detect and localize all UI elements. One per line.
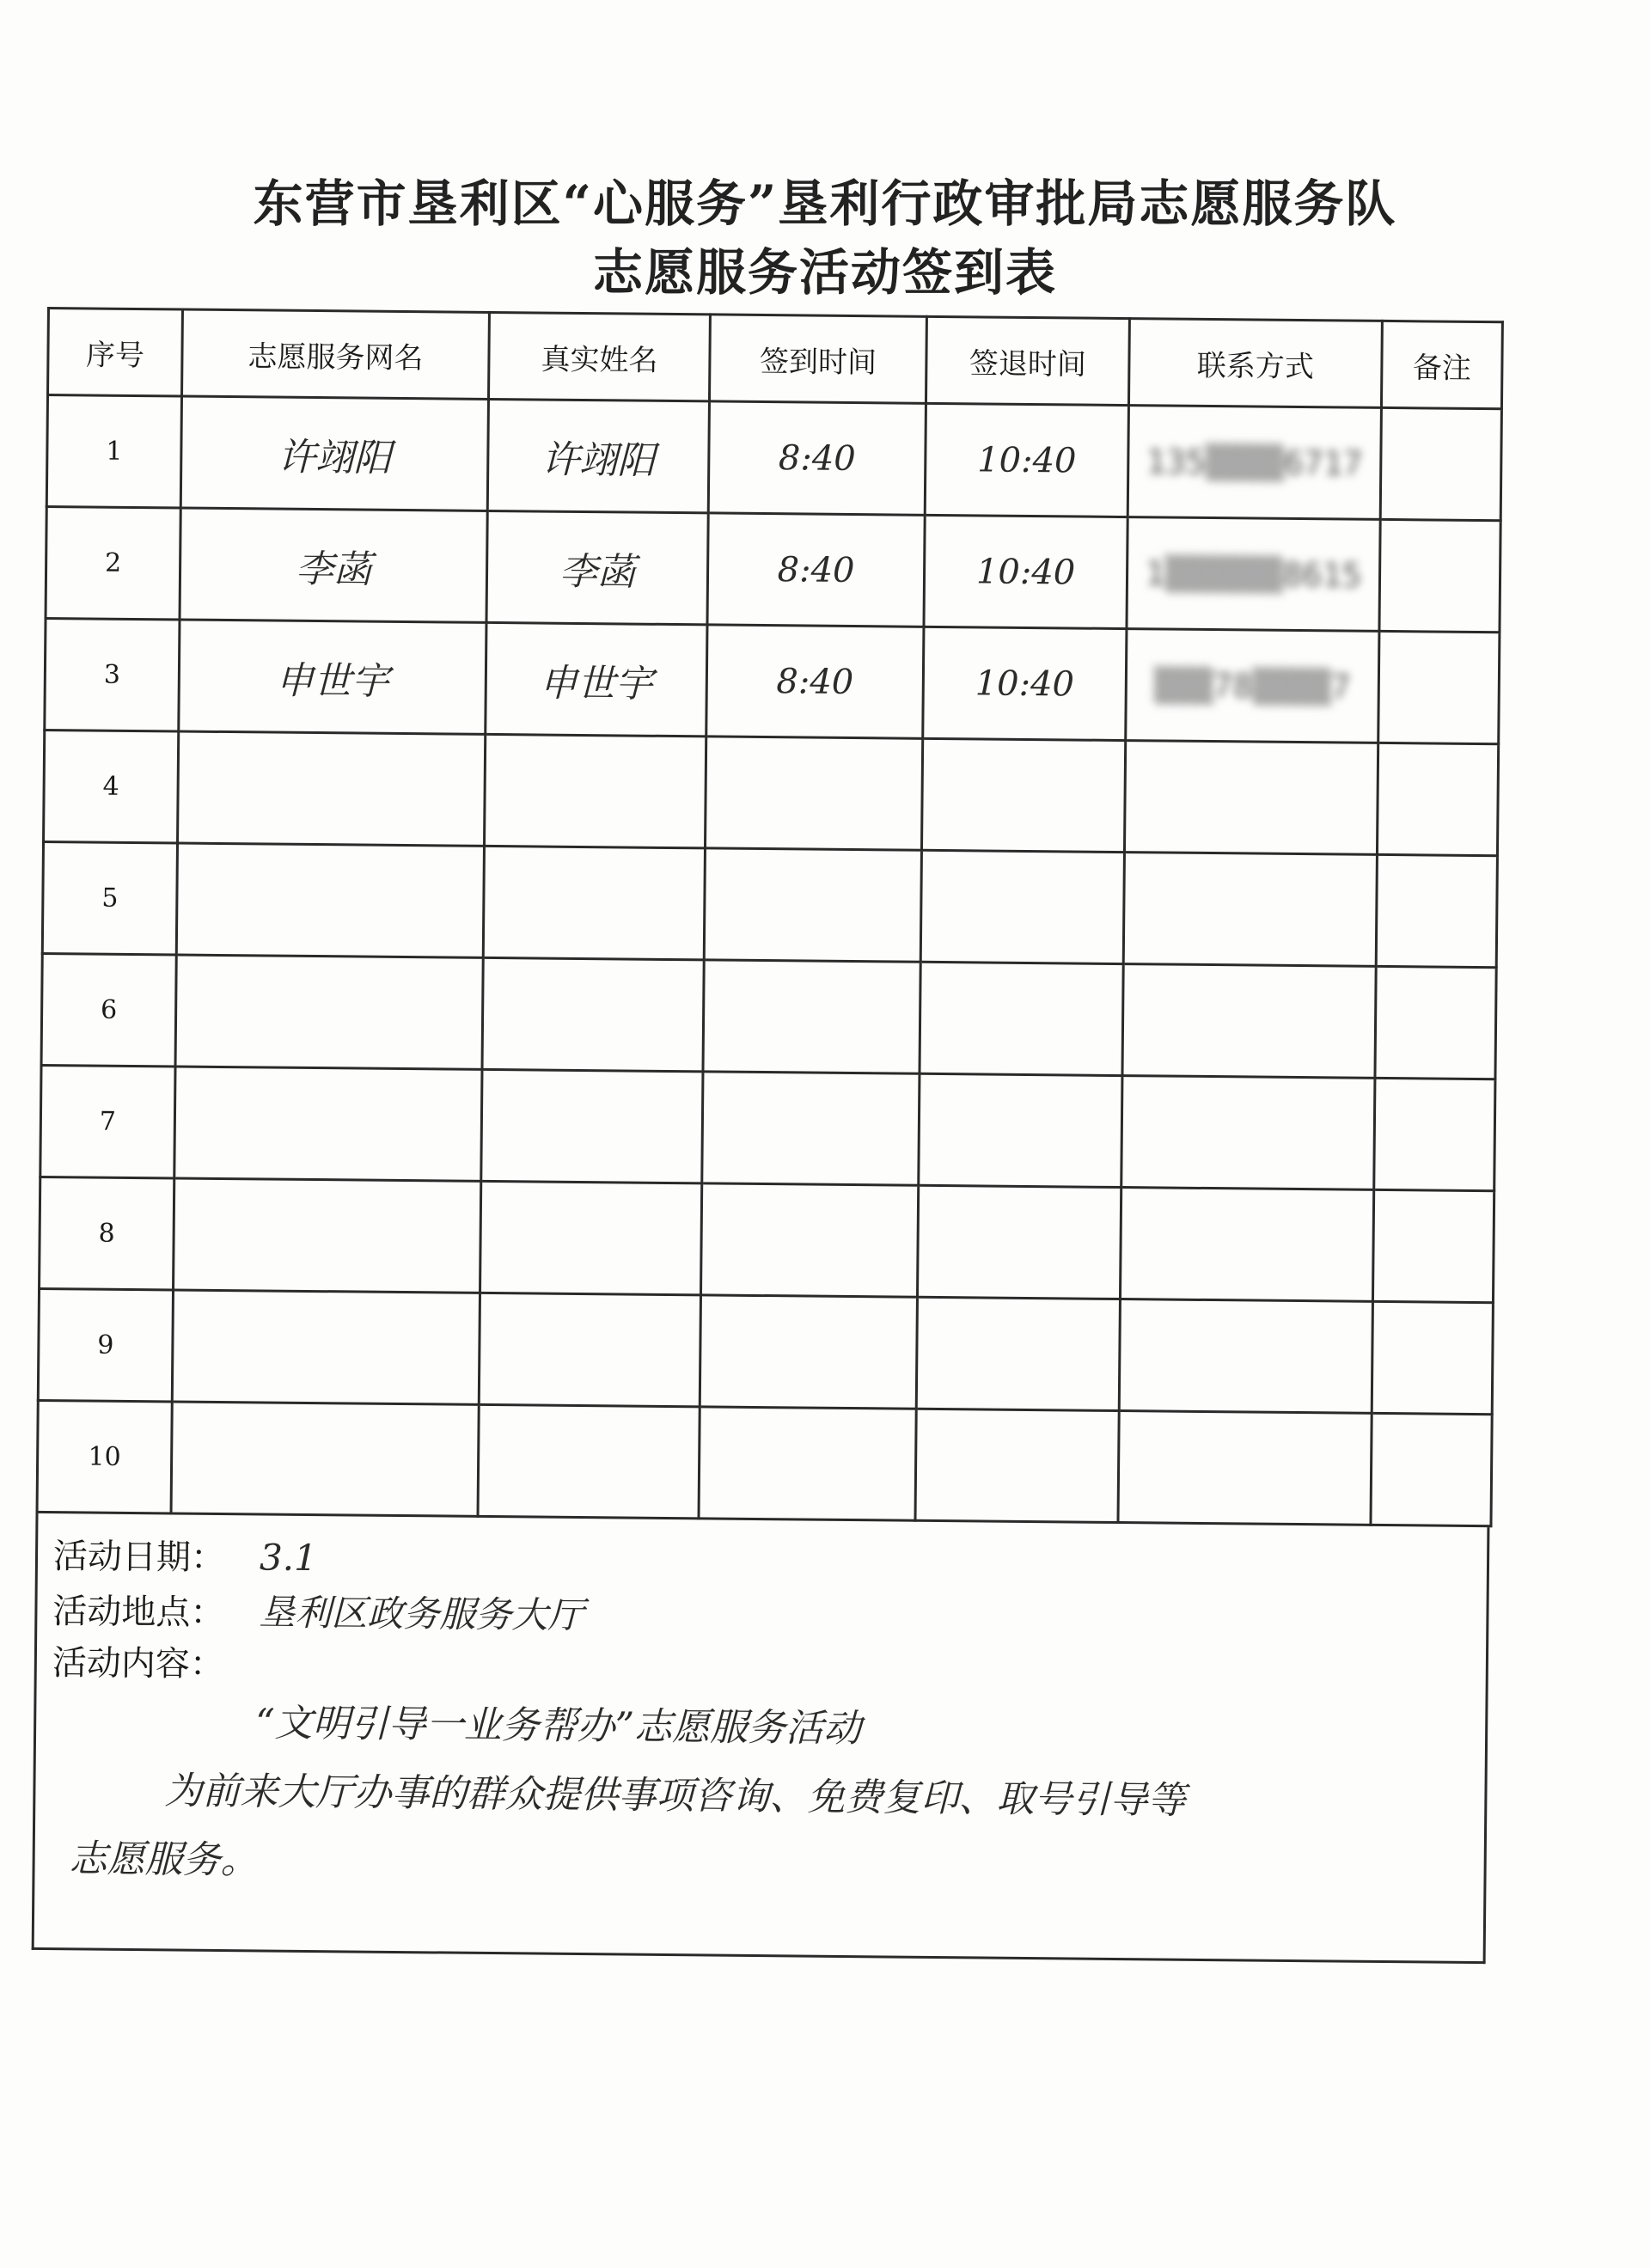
real-name-cell — [486, 622, 707, 736]
contact-cell — [1122, 964, 1376, 1079]
sign-in-cell — [699, 1407, 916, 1520]
header-contact: 联系方式 — [1128, 319, 1382, 408]
real-name-cell — [480, 1181, 702, 1294]
note-cell — [1377, 743, 1498, 855]
row-no: 3 — [45, 618, 180, 731]
note-cell — [1380, 407, 1501, 520]
activity-content-line: “文明引导一业务帮办”志愿服务活动 — [254, 1701, 862, 1751]
row-no: 8 — [40, 1177, 174, 1289]
real-name-cell — [482, 957, 704, 1071]
sign-out-cell — [925, 403, 1128, 517]
sign-in-cell — [708, 401, 926, 515]
sign-in-cell — [702, 1072, 920, 1185]
sign-in-time: 8:40 — [778, 437, 856, 479]
real-name: 李菡 — [559, 549, 636, 595]
contact-cell — [1127, 517, 1380, 632]
row-no: 6 — [41, 953, 176, 1066]
sign-in-time: 8:40 — [776, 661, 854, 702]
contact-redacted: ▒▒▒78▒▒▒▒7 — [1153, 665, 1351, 706]
sign-out-cell — [921, 738, 1125, 852]
net-name-cell — [174, 1067, 482, 1181]
contact-redacted: 135▒▒▒▒6717 — [1146, 442, 1363, 483]
contact-redacted: 1▒▒▒▒▒▒8615 — [1145, 553, 1362, 595]
net-name: 许翊阳 — [278, 435, 392, 480]
note-cell — [1376, 854, 1497, 967]
real-name-cell — [479, 1293, 700, 1406]
sign-in-cell — [704, 848, 921, 962]
row-no: 2 — [46, 507, 180, 620]
net-name-cell — [171, 1402, 479, 1516]
net-name-cell — [174, 1178, 481, 1293]
sign-in-cell — [700, 1183, 918, 1297]
document-title: 东营市垦利区“心服务”垦利行政审批局志愿服务队 — [253, 174, 1397, 233]
note-cell — [1374, 1078, 1495, 1190]
net-name: 李菡 — [295, 547, 372, 592]
note-cell — [1371, 1413, 1492, 1525]
activity-location-row — [52, 1582, 584, 1639]
activity-content-line: 志愿服务。 — [69, 1837, 259, 1883]
note-cell — [1375, 966, 1496, 1079]
sign-out-cell — [920, 962, 1123, 1075]
sign-out-time: 10:40 — [975, 663, 1075, 704]
contact-cell — [1119, 1299, 1372, 1414]
sign-out-time: 10:40 — [976, 439, 1077, 481]
signin-table — [36, 307, 1504, 1527]
contact-cell — [1126, 629, 1379, 743]
sign-in-time: 8:40 — [777, 549, 855, 590]
table-row — [44, 730, 1499, 855]
sign-out-cell — [916, 1297, 1120, 1410]
table-row — [41, 953, 1496, 1079]
sign-out-cell — [920, 850, 1124, 963]
real-name-cell — [483, 846, 705, 959]
real-name-cell — [486, 510, 708, 624]
sign-out-cell — [923, 627, 1127, 740]
real-name: 许翊阳 — [541, 437, 656, 483]
net-name-cell — [175, 955, 483, 1069]
table-row — [38, 1288, 1493, 1414]
activity-date-row — [53, 1529, 317, 1580]
sign-in-cell — [703, 960, 920, 1073]
contact-cell — [1118, 1411, 1372, 1525]
net-name-cell — [179, 620, 486, 734]
net-name-cell — [180, 508, 487, 622]
real-name: 申世宇 — [539, 661, 654, 706]
row-no: 9 — [38, 1288, 173, 1401]
activity-content-line: 为前来大厅办事的群众提供事项咨询、免费复印、取号引导等 — [164, 1769, 1186, 1823]
header-note: 备注 — [1381, 321, 1502, 408]
contact-cell — [1120, 1188, 1373, 1302]
real-name-cell — [478, 1404, 700, 1518]
sign-out-time: 10:40 — [975, 551, 1076, 592]
contact-cell — [1124, 741, 1378, 855]
net-name-cell — [176, 843, 484, 957]
header-no: 序号 — [48, 309, 183, 396]
note-cell — [1372, 1189, 1494, 1302]
net-name-cell — [180, 396, 488, 510]
net-name: 申世宇 — [275, 658, 390, 704]
header-real-name: 真实姓名 — [488, 312, 710, 400]
row-no: 10 — [37, 1400, 172, 1513]
activity-date-value: 3.1 — [259, 1536, 318, 1580]
sign-in-cell — [700, 1295, 917, 1409]
sign-in-cell — [707, 513, 925, 627]
note-cell — [1378, 631, 1500, 743]
document-subtitle: 志愿服务活动签到表 — [592, 243, 1057, 302]
activity-info-box — [32, 1513, 1490, 1964]
activity-date-label: 活动日期： — [52, 1537, 226, 1579]
table-header-row — [48, 309, 1503, 409]
row-no: 1 — [46, 395, 181, 508]
table-row — [42, 841, 1497, 967]
header-sign-in: 签到时间 — [709, 315, 926, 403]
table-row — [40, 1065, 1495, 1190]
row-no: 5 — [42, 841, 177, 954]
activity-content-label: 活动内容： — [52, 1643, 225, 1685]
sign-in-cell — [706, 625, 924, 738]
header-sign-out: 签退时间 — [926, 316, 1129, 405]
table-row — [37, 1400, 1492, 1525]
row-no: 7 — [40, 1065, 175, 1177]
sign-out-cell — [924, 515, 1128, 628]
real-name-cell — [485, 734, 706, 847]
note-cell — [1379, 519, 1500, 632]
activity-location-label: 活动地点： — [52, 1592, 225, 1634]
contact-cell — [1128, 406, 1381, 520]
row-no: 4 — [44, 730, 179, 842]
net-name-cell — [178, 731, 486, 846]
table-row — [46, 395, 1501, 521]
table-row — [40, 1177, 1494, 1302]
signin-sheet — [32, 307, 1501, 1964]
table-row — [45, 618, 1500, 743]
sign-out-cell — [917, 1185, 1121, 1299]
activity-content-row — [52, 1635, 225, 1686]
net-name-cell — [172, 1290, 480, 1404]
header-net-name: 志愿服务网名 — [182, 309, 490, 399]
contact-cell — [1121, 1076, 1375, 1190]
activity-location-value: 垦利区政务服务大厅 — [259, 1591, 584, 1637]
contact-cell — [1123, 853, 1377, 967]
note-cell — [1372, 1301, 1493, 1414]
sign-out-cell — [915, 1409, 1119, 1522]
sign-in-cell — [705, 737, 922, 850]
sign-out-cell — [919, 1073, 1122, 1187]
table-row — [46, 507, 1500, 633]
real-name-cell — [481, 1069, 703, 1183]
real-name-cell — [487, 399, 709, 512]
